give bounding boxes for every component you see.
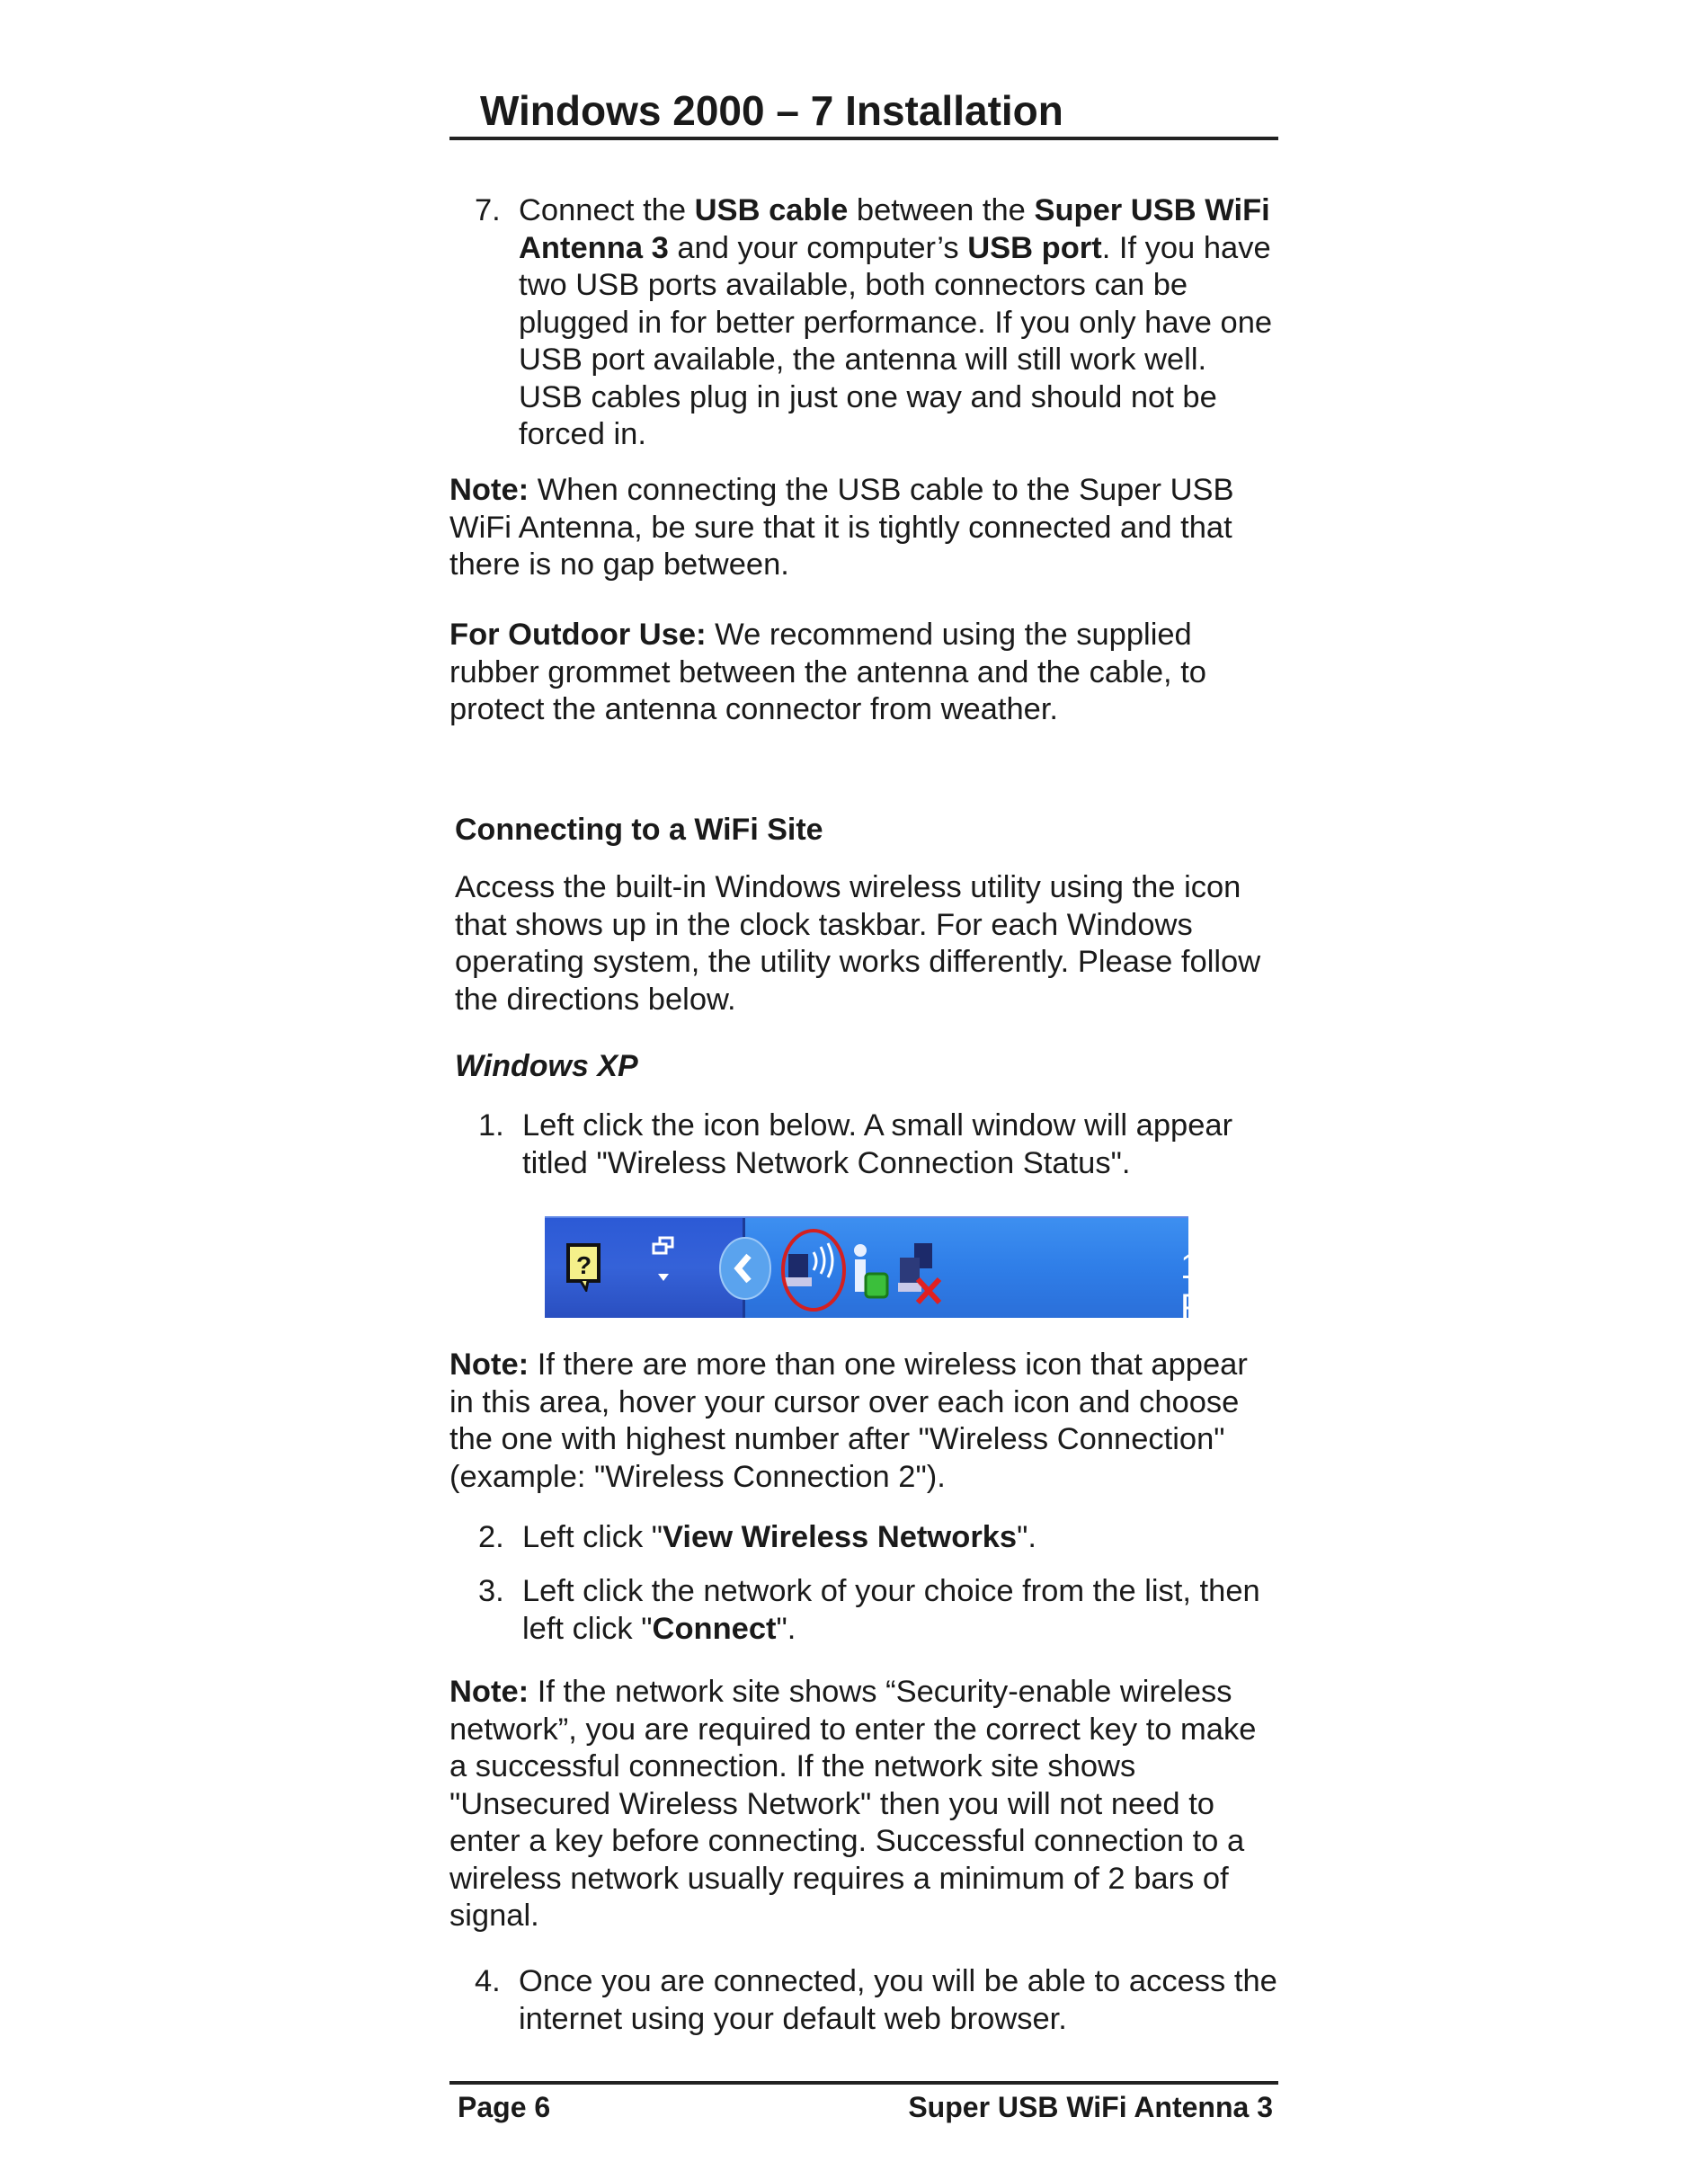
step-text [519,1964,1277,2036]
expand-tray-chevron-icon[interactable] [718,1234,772,1303]
step-number: 4. [475,1964,501,1998]
step-number: 7. [475,193,501,227]
section-heading: Connecting to a WiFi Site [455,813,823,847]
text: and your computer’s [668,230,968,265]
footer-product-name: Super USB WiFi Antenna 3 [908,2091,1273,2123]
messenger-icon[interactable] [851,1243,896,1306]
text: We recommend using the supplied rubber grommet between the antenna and the cable, to protect the antenna connector from weather. [449,618,1206,726]
page-title: Windows 2000 – 7 Installation [480,87,1063,134]
svg-text:?: ? [576,1251,592,1279]
step-2 [478,1519,1278,1557]
bold-text: USB cable [694,193,849,227]
text: between the [848,193,1035,227]
bold-text: Note: [449,1675,529,1709]
text: Left click " [522,1520,663,1554]
note-outdoor [449,617,1259,729]
text: Left click the icon below. A small window will appear titled "Wireless Network Connection Status". [522,1108,1233,1180]
footer-rule [449,2081,1278,2085]
note-multiple-icons [449,1347,1278,1496]
note-usb [449,472,1278,584]
subheading-windows-xp: Windows XP [455,1049,638,1083]
step-text [522,1520,1036,1554]
help-icon [566,1241,602,1292]
step-text [519,193,1272,451]
step-number: 2. [478,1520,504,1554]
step-number: 1. [478,1108,504,1143]
taskbar-screenshot [545,1216,1271,1327]
step-4 [475,1963,1278,2038]
bold-text: Super USB WiFi Antenna 3 [519,193,1270,265]
network-disconnected-icon[interactable] [896,1240,950,1306]
text: . If you have two USB ports available, both connectors can be plugged in for better performance. If you only have one USB port available, the antenna will still work well. USB cables plug in just one way and should not be forced in. [519,230,1273,451]
bold-text: Note: [449,473,529,507]
text: ". [776,1611,796,1646]
step-text [522,1108,1232,1180]
step-3 [478,1573,1278,1648]
restore-windows-icon [651,1236,678,1290]
text: Connect the [519,193,695,227]
text: ". [1017,1520,1036,1554]
step-1 [478,1107,1278,1182]
taskbar-clock[interactable]: 12:22 PM [1180,1247,1271,1327]
note-security [449,1674,1278,1935]
footer-page-number: Page 6 [458,2091,551,2123]
wireless-network-icon[interactable] [769,1225,858,1315]
text: When connecting the USB cable to the Super USB WiFi Antenna, be sure that it is tightly connected and that there is no gap between. [449,473,1234,582]
section-intro: Access the built-in Windows wireless utility using the icon that shows up in the clock taskbar. For each Windows operating system, the utility works differently. Please follow the directions below. [455,870,1261,1017]
header-rule [449,137,1278,140]
step-number: 3. [478,1574,504,1608]
bold-text: For Outdoor Use: [449,618,707,652]
bold-text: Connect [652,1611,777,1646]
text: Once you are connected, you will be able to access the internet using your default web browser. [519,1964,1277,2036]
text: Left click the network of your choice from the list, then left click " [522,1574,1260,1646]
text: If the network site shows “Security-enable wireless network”, you are required to enter the correct key to make a successful connection. If the network site shows "Unsecured Wireless Network" then you will not need to enter a key before connecting. Successful connection to a wireless network usually requires a minimum of 2 bars of signal. [449,1675,1257,1933]
text: If there are more than one wireless icon that appear in this area, hover your cursor over each icon and choose the one with highest number after "Wireless Connection" (example: "Wireless Connection 2"). [449,1347,1248,1494]
bold-text: Note: [449,1347,529,1382]
notification-area [743,1218,1271,1327]
step-text [522,1574,1260,1646]
bold-text: USB port [967,230,1102,265]
step-7 [475,192,1278,454]
bold-text: View Wireless Networks [663,1520,1018,1554]
